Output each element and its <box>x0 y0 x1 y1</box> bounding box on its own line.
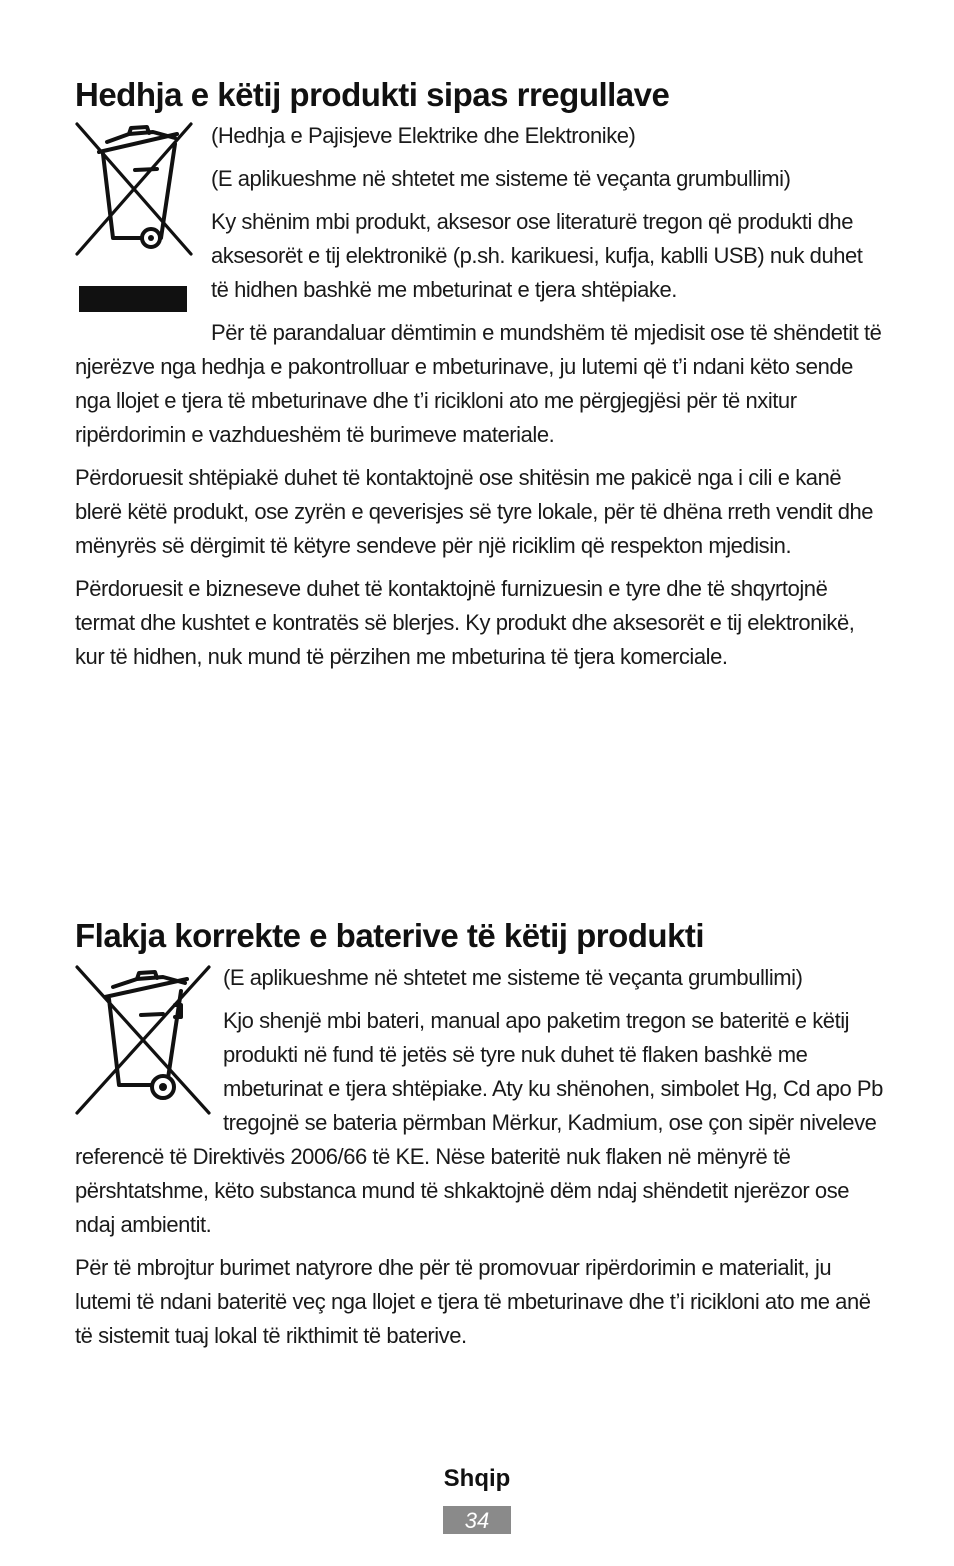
section-body-weee <box>75 119 885 674</box>
section-title-batteries: Flakja korrekte e baterive të këtij produkti <box>75 917 705 954</box>
paragraph: Përdoruesit e bizneseve duhet të kontaktojnë furnizuesin e tyre dhe të shqyrtojnë termat dhe kushtet e kontratës së blerjes. Ky produkt dhe aksesorët e tij elektronikë, kur të hidhen, nuk mund të përzihen me mbeturina të tjera komerciale. <box>75 576 855 669</box>
paragraph: Ky shënim mbi produkt, aksesor ose literaturë tregon që produkti dhe aksesorët e tij elektronikë (p.sh. karikuesi, kufja, kablli USB) nuk duhet të hidhen bashkë me mbeturinat e tjera shtëpiake. <box>211 209 863 302</box>
paragraph: (E aplikueshme në shtetet me sisteme të veçanta grumbullimi) <box>223 965 803 990</box>
section-body-batteries <box>75 961 885 1353</box>
paragraph: Kjo shenjë mbi bateri, manual apo paketim tregon se bateritë e këtij produkti në fund të jetës së tyre nuk duhet të flaken bashkë me mbeturinat e tjera shtëpiake. Aty ku shënohen, simbolet Hg, Cd apo Pb tregojnë se bateria përmban Mërkur, Kadmium, ose çon sipër niveleve referencë të Direktivës 2006/66 të KE. Nëse bateritë nuk flaken në mënyrë të përshtatshme, këto substanca mund të shkaktojnë dëm ndaj shëndetit njerëzor ose ndaj ambientit. <box>75 1008 883 1237</box>
paragraph: Përdoruesit shtëpiakë duhet të kontaktojnë ose shitësin me pakicë nga i cili e kanë blerë këtë produkt, ose zyrën e qeverisjes së tyre lokale, për të dhëna rreth vendit dhe mënyrës së dërgimit të këtyre sendeve për një riciklim që respekton mjedisin. <box>75 465 874 558</box>
paragraph: Për të mbrojtur burimet natyrore dhe për të promovuar ripërdorimin e materialit, ju lutemi të ndani bateritë veç nga llojet e tjera të mbeturinave dhe t’i ricikloni ato me anë të sistemit tuaj lokal të rikthimit të baterive. <box>75 1255 871 1348</box>
footer-language: Shqip <box>443 1465 511 1492</box>
section-title-weee: Hedhja e këtij produkti sipas rregullave <box>75 76 670 113</box>
paragraph: Për të parandaluar dëmtimin e mundshëm të mjedisit ose të shëndetit të njerëzve nga hedhja e pakontrolluar e mbeturinave, ju lutemi që t’i ndani këto sende nga llojet e tjera të mbeturinave dhe t’i ricikloni ato me përgjegjësi për të nxitur ripërdorimin e vazhdueshëm të burimeve materiale. <box>75 320 882 447</box>
page-number: 34 <box>443 1506 511 1534</box>
paragraph: (E aplikueshme në shtetet me sisteme të veçanta grumbullimi) <box>211 166 791 191</box>
paragraph: (Hedhja e Pajisjeve Elektrike dhe Elektronike) <box>211 123 636 148</box>
